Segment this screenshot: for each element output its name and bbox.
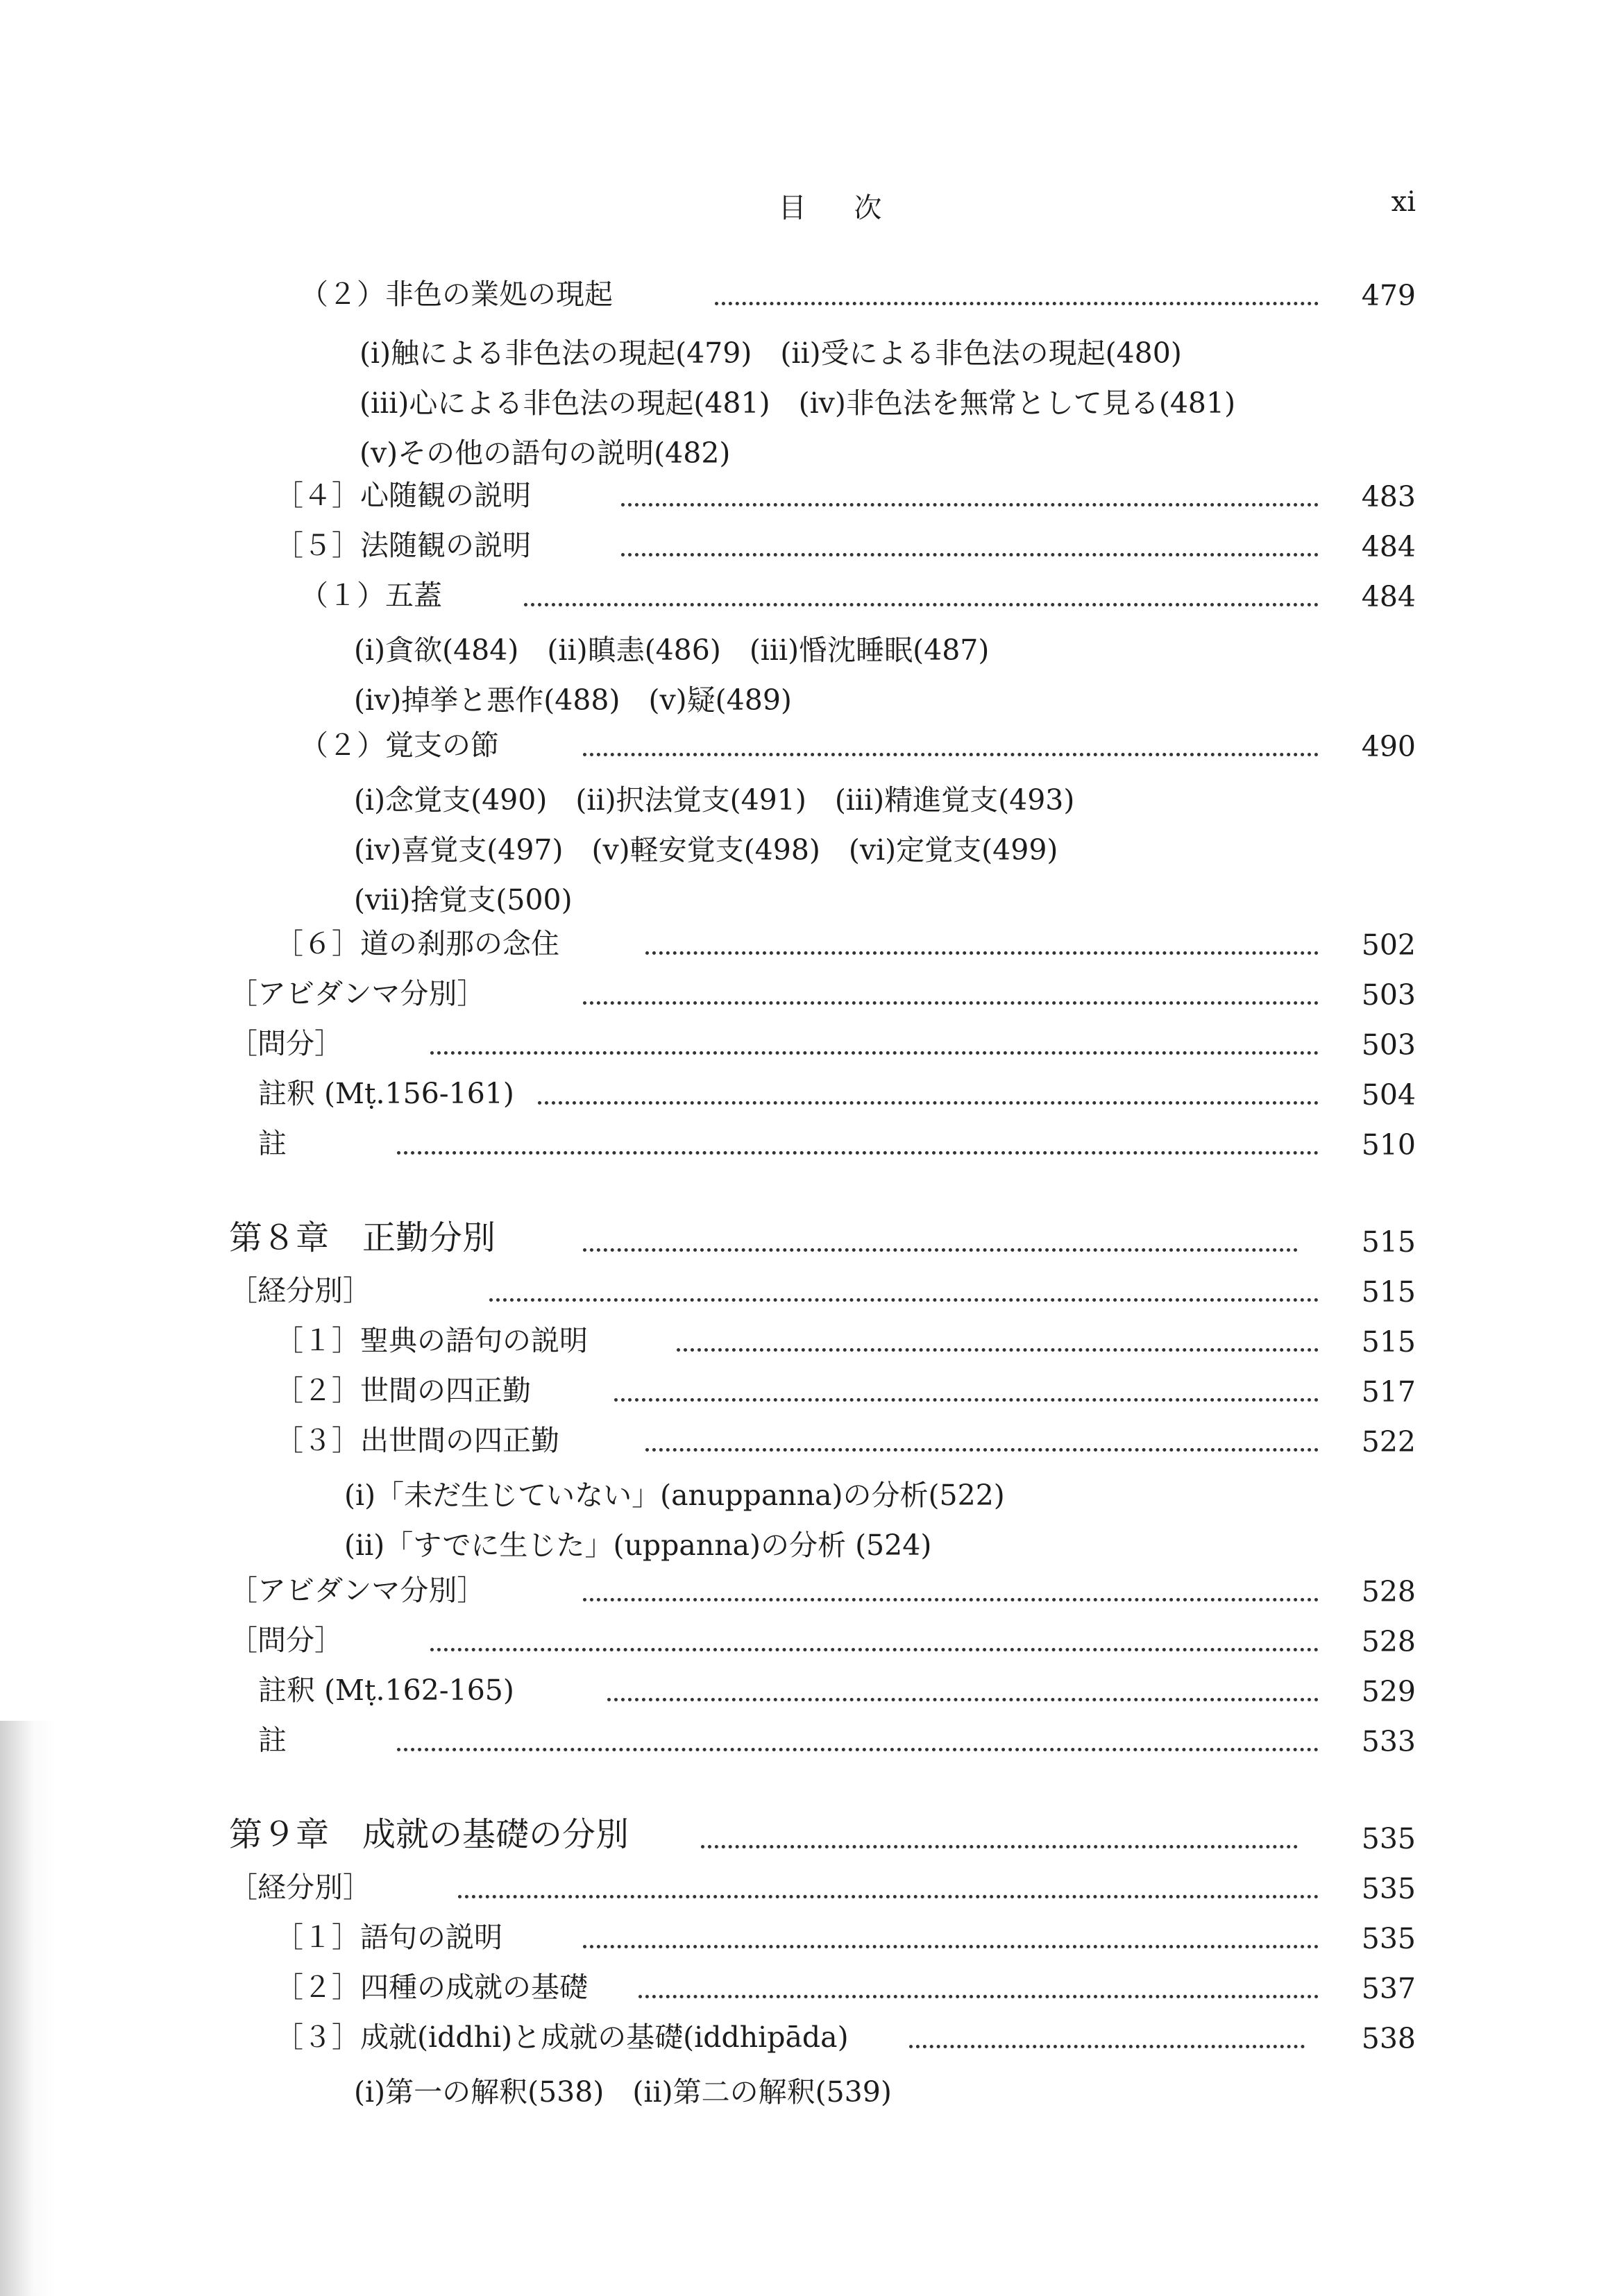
toc-entry-page: 535 <box>1361 1822 1416 1855</box>
toc-entry[interactable] <box>0 1969 1624 2011</box>
dot-leader <box>524 603 1319 606</box>
toc-entry-page: 522 <box>1361 1425 1416 1459</box>
toc-entry-label: ［問分］ <box>229 1624 343 1657</box>
toc-entry-page: 528 <box>1361 1575 1416 1608</box>
dot-leader <box>621 553 1319 556</box>
toc-entry[interactable] <box>0 976 1624 1017</box>
dot-leader <box>538 1101 1319 1105</box>
toc-entry-label: ［問分］ <box>229 1027 343 1060</box>
toc-entry-page: 502 <box>1361 928 1416 962</box>
toc-entry-page: 538 <box>1361 2022 1416 2055</box>
dot-leader <box>583 1598 1319 1601</box>
toc-subitems: (i)第一の解釈(538) (ii)第二の解釈(539) <box>354 2075 892 2109</box>
dot-leader <box>583 1945 1319 1948</box>
toc-entry-page: 503 <box>1361 978 1416 1012</box>
toc-entry[interactable] <box>0 1323 1624 1364</box>
toc-entry-label: ［２］世間の四正勤 <box>275 1374 531 1407</box>
toc-entry-label: ［１］語句の説明 <box>275 1921 502 1954</box>
dot-leader <box>645 1448 1319 1452</box>
toc-subitems: (vii)捨覚支(500) <box>354 883 573 917</box>
dot-leader <box>645 951 1319 955</box>
toc-entry-label: ［経分別］ <box>229 1871 371 1904</box>
toc-entry-label: ［３］成就(iddhi)と成就の基礎(iddhipāda) <box>275 2021 849 2054</box>
dot-leader <box>397 1151 1319 1155</box>
toc-entry[interactable] <box>0 276 1624 318</box>
toc-entry-label: ［アビダンマ分別］ <box>229 977 486 1010</box>
dot-leader <box>583 1001 1319 1005</box>
toc-entry-label: ［経分別］ <box>229 1274 371 1307</box>
toc-entry[interactable] <box>0 1919 1624 1961</box>
dot-leader <box>458 1895 1319 1898</box>
toc-entry-page: 535 <box>1361 1922 1416 1955</box>
toc-subitems: (i)貪欲(484) (ii)瞋恚(486) (iii)惛沈睡眠(487) <box>354 633 990 667</box>
toc-entry-label: ［２］四種の成就の基礎 <box>275 1971 588 2004</box>
toc-entry-label: 註 <box>258 1724 287 1757</box>
toc-subitems: (i)念覚支(490) (ii)択法覚支(491) (iii)精進覚支(493) <box>354 783 1075 817</box>
dot-leader <box>677 1348 1319 1352</box>
dot-leader <box>715 302 1319 305</box>
toc-entry[interactable] <box>0 1869 1624 1911</box>
toc-entry[interactable] <box>0 527 1624 569</box>
toc-entry-label: （２）覚支の節 <box>300 729 499 762</box>
toc-entry-label: ［１］聖典の語句の説明 <box>275 1324 588 1357</box>
toc-entry-label: 註釈 (Mṭ.156-161) <box>258 1077 514 1110</box>
toc-subitems: (ii)「すでに生じた」(uppanna)の分析 (524) <box>344 1529 932 1562</box>
toc-entry-page: 533 <box>1361 1725 1416 1758</box>
toc-entry-page: 484 <box>1361 530 1416 563</box>
toc-entry-label: ［６］道の刹那の念住 <box>275 927 559 960</box>
dot-leader <box>430 1051 1319 1055</box>
toc-chapter-label: 第８章 正勤分別 <box>229 1218 496 1257</box>
toc-subitems: (iv)喜覚支(497) (v)軽安覚支(498) (vi)定覚支(499) <box>354 833 1058 867</box>
running-header-title: 目 次 <box>778 192 902 224</box>
toc-entry-page: 490 <box>1361 730 1416 763</box>
toc-entry[interactable] <box>0 1372 1624 1414</box>
toc-entry-page: 510 <box>1361 1128 1416 1162</box>
toc-subitems: (i)触による非色法の現起(479) (ii)受による非色法の現起(480) <box>360 337 1182 370</box>
toc-entry-page: 483 <box>1361 480 1416 513</box>
toc-subitems: (i)「未だ生じていない」(anuppanna)の分析(522) <box>344 1479 1005 1512</box>
running-header-page-number: xi <box>1391 186 1416 218</box>
dot-leader <box>583 1248 1298 1252</box>
toc-entry-label: ［４］心随観の説明 <box>275 479 531 512</box>
toc-entry[interactable] <box>0 1572 1624 1614</box>
toc-entry-page: 479 <box>1361 279 1416 312</box>
dot-leader <box>638 1995 1319 1998</box>
toc-entry-page: 515 <box>1361 1325 1416 1359</box>
toc-subitems: (v)その他の語句の説明(482) <box>360 436 731 470</box>
toc-entry-label: ［３］出世間の四正勤 <box>275 1424 559 1457</box>
toc-chapter-label: 第９章 成就の基礎の分別 <box>229 1815 629 1854</box>
toc-entry-label: 註 <box>258 1127 287 1160</box>
toc-entry-page: 535 <box>1361 1872 1416 1905</box>
dot-leader <box>614 1398 1319 1402</box>
toc-entry-page: 529 <box>1361 1675 1416 1708</box>
dot-leader <box>430 1648 1319 1651</box>
toc-entry[interactable] <box>0 926 1624 967</box>
toc-entry-label: （１）五蓋 <box>300 579 442 612</box>
toc-entry-label: ［アビダンマ分別］ <box>229 1574 486 1607</box>
toc-entry-page: 517 <box>1361 1375 1416 1409</box>
toc-entry[interactable] <box>0 1622 1624 1664</box>
dot-leader <box>621 503 1319 507</box>
dot-leader <box>607 1698 1319 1701</box>
toc-entry[interactable] <box>0 1672 1624 1714</box>
toc-chapter-entry[interactable] <box>0 1218 1624 1264</box>
dot-leader <box>397 1748 1319 1751</box>
toc-entry-page: 515 <box>1361 1275 1416 1309</box>
toc-entry-label: （２）非色の業処の現起 <box>300 278 613 311</box>
toc-entry[interactable] <box>0 1722 1624 1764</box>
toc-entry[interactable] <box>0 577 1624 619</box>
toc-entry-label: 註釈 (Mṭ.162-165) <box>258 1674 514 1707</box>
toc-entry-page: 515 <box>1361 1225 1416 1259</box>
toc-entry[interactable] <box>0 1422 1624 1464</box>
dot-leader <box>909 2045 1305 2048</box>
dot-leader <box>489 1298 1319 1302</box>
toc-entry-page: 503 <box>1361 1028 1416 1062</box>
toc-entry[interactable] <box>0 2019 1624 2061</box>
toc-subitems: (iii)心による非色法の現起(481) (iv)非色法を無常として見る(481) <box>360 386 1236 420</box>
dot-leader <box>583 753 1319 756</box>
toc-entry[interactable] <box>0 1125 1624 1167</box>
toc-entry-page: 528 <box>1361 1625 1416 1658</box>
toc-entry-page: 504 <box>1361 1078 1416 1112</box>
toc-entry-label: ［５］法随観の説明 <box>275 529 531 562</box>
toc-entry[interactable] <box>0 1026 1624 1067</box>
toc-entry-page: 484 <box>1361 580 1416 613</box>
toc-chapter-entry[interactable] <box>0 1815 1624 1861</box>
toc-entry[interactable] <box>0 1075 1624 1117</box>
toc-entry[interactable] <box>0 1273 1624 1314</box>
dot-leader <box>701 1845 1298 1848</box>
toc-entry-page: 537 <box>1361 1972 1416 2005</box>
toc-entry[interactable] <box>0 477 1624 519</box>
toc-subitems: (iv)掉挙と悪作(488) (v)疑(489) <box>354 683 792 717</box>
toc-entry[interactable] <box>0 727 1624 769</box>
